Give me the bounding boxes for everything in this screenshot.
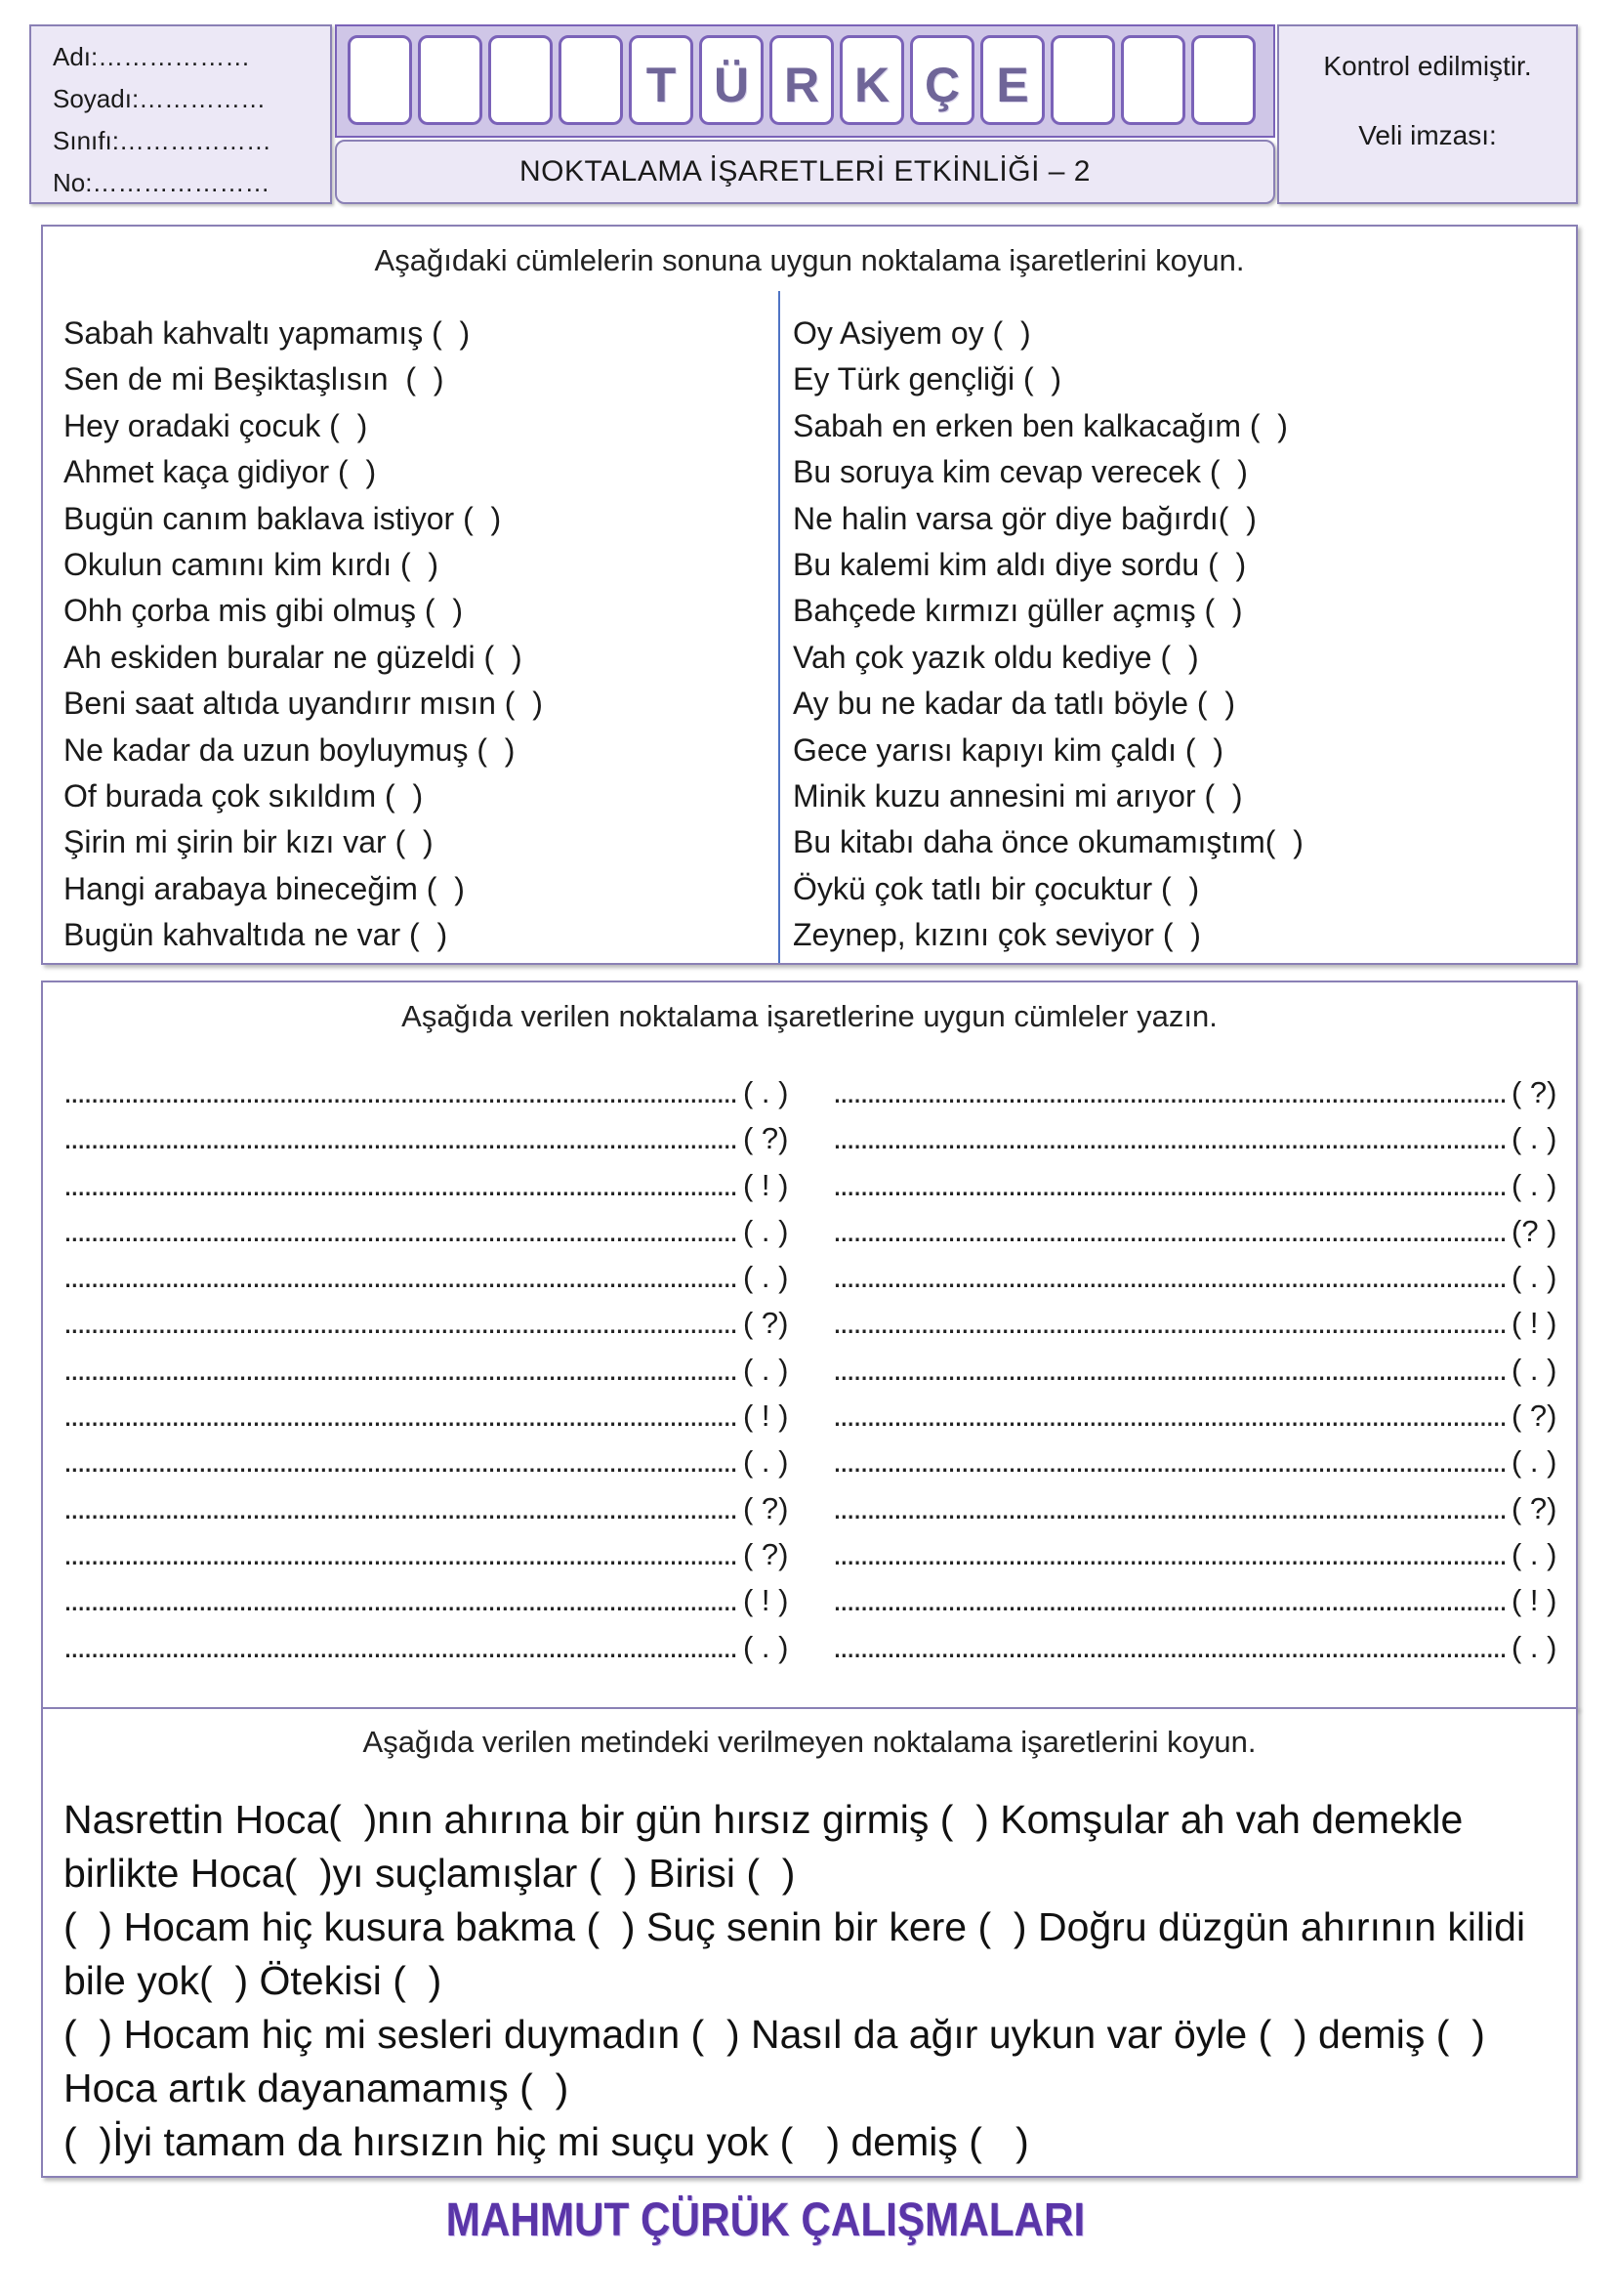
punctuation-mark: ( . ): [743, 1629, 789, 1664]
punctuation-mark: ( . ): [743, 1260, 789, 1295]
dotted-answer-line: ....................................................................................................: [833, 1120, 1507, 1156]
sentence-item: Ohh çorba mis gibi olmuş ( ): [63, 593, 464, 629]
dotted-answer-line: ....................................................................................................: [833, 1259, 1507, 1295]
title-letter: R: [783, 58, 820, 112]
title-tile-letter: [769, 35, 834, 125]
punctuation-mark: (? ): [1511, 1213, 1557, 1248]
sentence-item: Sabah en erken ben kalkacağım ( ): [793, 407, 1288, 443]
sentence-item: Bu kitabı daha önce okumamıştım( ): [793, 824, 1304, 860]
dotted-answer-line: ....................................................................................................: [833, 1398, 1507, 1434]
sentence-item: Minik kuzu annesini mi arıyor ( ): [793, 777, 1243, 814]
sentence-item: Vah çok yazık oldu kediye ( ): [793, 639, 1199, 675]
dotted-answer-line: ....................................................................................................: [63, 1212, 737, 1248]
title-tile-letter: [980, 35, 1045, 125]
title-tile-empty: [1051, 35, 1115, 125]
punctuation-mark: ( ! ): [1511, 1583, 1557, 1618]
writing-row: [43, 1069, 1576, 1115]
sentence-item: Ay bu ne kadar da tatlı böyle ( ): [793, 686, 1235, 722]
title-tile-strip: [335, 24, 1275, 138]
punctuation-mark: ( . ): [743, 1075, 789, 1109]
sentence-item: Beni saat altıda uyandırır mısın ( ): [63, 686, 543, 722]
punctuation-mark: ( ?): [1511, 1398, 1557, 1434]
dotted-answer-line: ....................................................................................................: [63, 1398, 737, 1434]
sentence-item: Bugün canım baklava istiyor ( ): [63, 500, 502, 536]
dotted-answer-line: ....................................................................................................: [833, 1489, 1507, 1525]
story-line: ( )İyi tamam da hırsızın hiç mi suçu yok ( ) demiş ( ): [63, 2119, 1029, 2164]
parent-signature-label: Veli imzası:: [1358, 120, 1497, 150]
column-divider: [778, 291, 780, 963]
punctuation-mark: ( . ): [1511, 1352, 1557, 1387]
title-tile-letter: [910, 35, 974, 125]
writing-rows: [43, 1069, 1576, 1670]
title-tile-empty: [488, 35, 553, 125]
punctuation-mark: ( ?): [1511, 1490, 1557, 1525]
sentence-item: Bu kalemi kim aldı diye sordu ( ): [793, 546, 1247, 582]
writing-row: [43, 1300, 1576, 1346]
title-tile-empty: [418, 35, 482, 125]
writing-row: [43, 1347, 1576, 1393]
title-letter: E: [996, 58, 1029, 112]
dotted-answer-line: ....................................................................................................: [833, 1443, 1507, 1480]
dotted-answer-line: ....................................................................................................: [63, 1166, 737, 1202]
exercise-3-instruction: Aşağıda verilen metindeki verilmeyen noktalama işaretlerini koyun.: [362, 1725, 1257, 1759]
writing-row: [43, 1115, 1576, 1161]
sentence-item: Sen de mi Beşiktaşlısın ( ): [63, 361, 444, 397]
dotted-answer-line: ....................................................................................................: [833, 1628, 1507, 1664]
punctuation-mark: ( ?): [743, 1490, 789, 1525]
author-credit-text: MAHMUT ÇÜRÜK ÇALIŞMALARI: [445, 2194, 1086, 2246]
title-letter: T: [645, 58, 677, 112]
punctuation-mark: ( ! ): [743, 1398, 789, 1434]
writing-row: [43, 1485, 1576, 1531]
control-label: Kontrol edilmiştir.: [1323, 51, 1532, 81]
punctuation-mark: ( ?): [743, 1536, 789, 1571]
dotted-answer-line: ....................................................................................................: [63, 1535, 737, 1571]
writing-row: [43, 1208, 1576, 1254]
story-line: birlikte Hoca( )yı suçlamışlar ( ) Birisi ( ): [63, 1851, 796, 1896]
dotted-answer-line: ....................................................................................................: [833, 1166, 1507, 1202]
title-letter: Ç: [924, 58, 961, 112]
teacher-check-box: [1277, 24, 1578, 204]
sentence-item: Oy Asiyem oy ( ): [793, 315, 1031, 351]
dotted-answer-line: ....................................................................................................: [833, 1582, 1507, 1618]
dotted-answer-line: ....................................................................................................: [63, 1351, 737, 1387]
exercise-1-box: [41, 225, 1578, 965]
title-tile-empty: [1191, 35, 1256, 125]
student-class-field: Sınıfı:………………: [53, 126, 271, 155]
student-surname-field: Soyadı:……………: [53, 84, 267, 113]
story-line: ( ) Hocam hiç mi sesleri duymadın ( ) Nasıl da ağır uykun var öyle ( ) demiş ( ): [63, 2012, 1485, 2057]
student-info-box: [29, 24, 332, 204]
sentence-list-right: [793, 311, 1304, 958]
dotted-answer-line: ....................................................................................................: [63, 1120, 737, 1156]
exercise-2-box: [41, 981, 1578, 1709]
sentence-list-left: [63, 311, 543, 958]
sentence-item: Okulun camını kim kırdı ( ): [63, 546, 439, 582]
exercise-1-instruction: Aşağıdaki cümlelerin sonuna uygun noktalama işaretlerini koyun.: [374, 243, 1245, 277]
punctuation-mark: ( ?): [1511, 1075, 1557, 1109]
story-line: bile yok( ) Ötekisi ( ): [63, 1958, 442, 2003]
punctuation-mark: ( . ): [1511, 1121, 1557, 1156]
sentence-item: Şirin mi şirin bir kızı var ( ): [63, 824, 434, 860]
writing-row: [43, 1254, 1576, 1300]
dotted-answer-line: ....................................................................................................: [63, 1489, 737, 1525]
sentence-item: Hey oradaki çocuk ( ): [63, 407, 368, 443]
story-line: ( ) Hocam hiç kusura bakma ( ) Suç senin bir kere ( ) Doğru düzgün ahırının kilidi: [63, 1904, 1526, 1949]
story-text: [63, 1793, 1525, 2169]
sentence-item: Ey Türk gençliği ( ): [793, 361, 1062, 397]
title-tile-letter: [840, 35, 904, 125]
punctuation-mark: ( . ): [743, 1352, 789, 1387]
dotted-answer-line: ....................................................................................................: [833, 1212, 1507, 1248]
punctuation-mark: ( ?): [743, 1121, 789, 1156]
dotted-answer-line: ....................................................................................................: [63, 1443, 737, 1480]
dotted-answer-line: ....................................................................................................: [63, 1074, 737, 1109]
title-tile-letter: [699, 35, 764, 125]
title-letter: K: [853, 58, 890, 112]
student-name-field: Adı:………………: [53, 42, 251, 71]
sentence-item: Hangi arabaya bineceğim ( ): [63, 870, 465, 906]
student-number-field: No:…………………: [53, 168, 270, 197]
sentence-item: Of burada çok sıkıldım ( ): [63, 777, 424, 814]
punctuation-mark: ( . ): [1511, 1629, 1557, 1664]
punctuation-mark: ( . ): [1511, 1444, 1557, 1480]
dotted-answer-line: ....................................................................................................: [833, 1074, 1507, 1109]
sentence-item: Öykü çok tatlı bir çocuktur ( ): [793, 870, 1200, 906]
title-tile-empty: [348, 35, 412, 125]
sentence-item: Ne halin varsa gör diye bağırdı( ): [793, 500, 1257, 536]
sentence-item: Bugün kahvaltıda ne var ( ): [63, 917, 448, 953]
punctuation-mark: ( . ): [1511, 1536, 1557, 1571]
writing-row: [43, 1577, 1576, 1623]
story-line: Nasrettin Hoca( )nın ahırına bir gün hırsız girmiş ( ) Komşular ah vah demekle: [63, 1797, 1464, 1842]
sentence-item: Sabah kahvaltı yapmamış ( ): [63, 315, 471, 351]
sentence-item: Gece yarısı kapıyı kim çaldı ( ): [793, 731, 1223, 768]
title-tile-empty: [1121, 35, 1185, 125]
title-tile-empty: [559, 35, 623, 125]
dotted-answer-line: ....................................................................................................: [833, 1351, 1507, 1387]
dotted-answer-line: ....................................................................................................: [833, 1535, 1507, 1571]
writing-row: [43, 1393, 1576, 1439]
punctuation-mark: ( ! ): [743, 1167, 789, 1202]
punctuation-mark: ( ! ): [1511, 1306, 1557, 1341]
sentence-item: Bahçede kırmızı güller açmış ( ): [793, 593, 1243, 629]
punctuation-mark: ( . ): [1511, 1167, 1557, 1202]
title-letter: Ü: [713, 58, 750, 112]
author-credit: [0, 2192, 1531, 2250]
dotted-answer-line: ....................................................................................................: [63, 1582, 737, 1618]
sentence-item: Bu soruya kim cevap verecek ( ): [793, 454, 1248, 490]
writing-row: [43, 1531, 1576, 1577]
dotted-answer-line: ....................................................................................................: [63, 1628, 737, 1664]
story-line: Hoca artık dayanamamış ( ): [63, 2066, 569, 2110]
exercise-2-instruction: Aşağıda verilen noktalama işaretlerine uygun cümleler yazın.: [401, 999, 1218, 1033]
punctuation-mark: ( ?): [743, 1306, 789, 1341]
writing-row: [43, 1624, 1576, 1670]
exercise-3-box: [41, 1707, 1578, 2178]
punctuation-mark: ( . ): [743, 1213, 789, 1248]
sentence-item: Ah eskiden buralar ne güzeldi ( ): [63, 639, 522, 675]
sentence-item: Ahmet kaça gidiyor ( ): [63, 454, 377, 490]
dotted-answer-line: ....................................................................................................: [63, 1259, 737, 1295]
writing-row: [43, 1162, 1576, 1208]
worksheet-subtitle: NOKTALAMA İŞARETLERİ ETKİNLİĞİ – 2: [335, 140, 1275, 204]
writing-row: [43, 1439, 1576, 1484]
dotted-answer-line: ....................................................................................................: [833, 1305, 1507, 1341]
dotted-answer-line: ....................................................................................................: [63, 1305, 737, 1341]
punctuation-mark: ( . ): [743, 1444, 789, 1480]
punctuation-mark: ( ! ): [743, 1583, 789, 1618]
sentence-item: Ne kadar da uzun boyluymuş ( ): [63, 731, 516, 768]
sentence-item: Zeynep, kızını çok seviyor ( ): [793, 917, 1201, 953]
title-tile-letter: [629, 35, 693, 125]
punctuation-mark: ( . ): [1511, 1260, 1557, 1295]
